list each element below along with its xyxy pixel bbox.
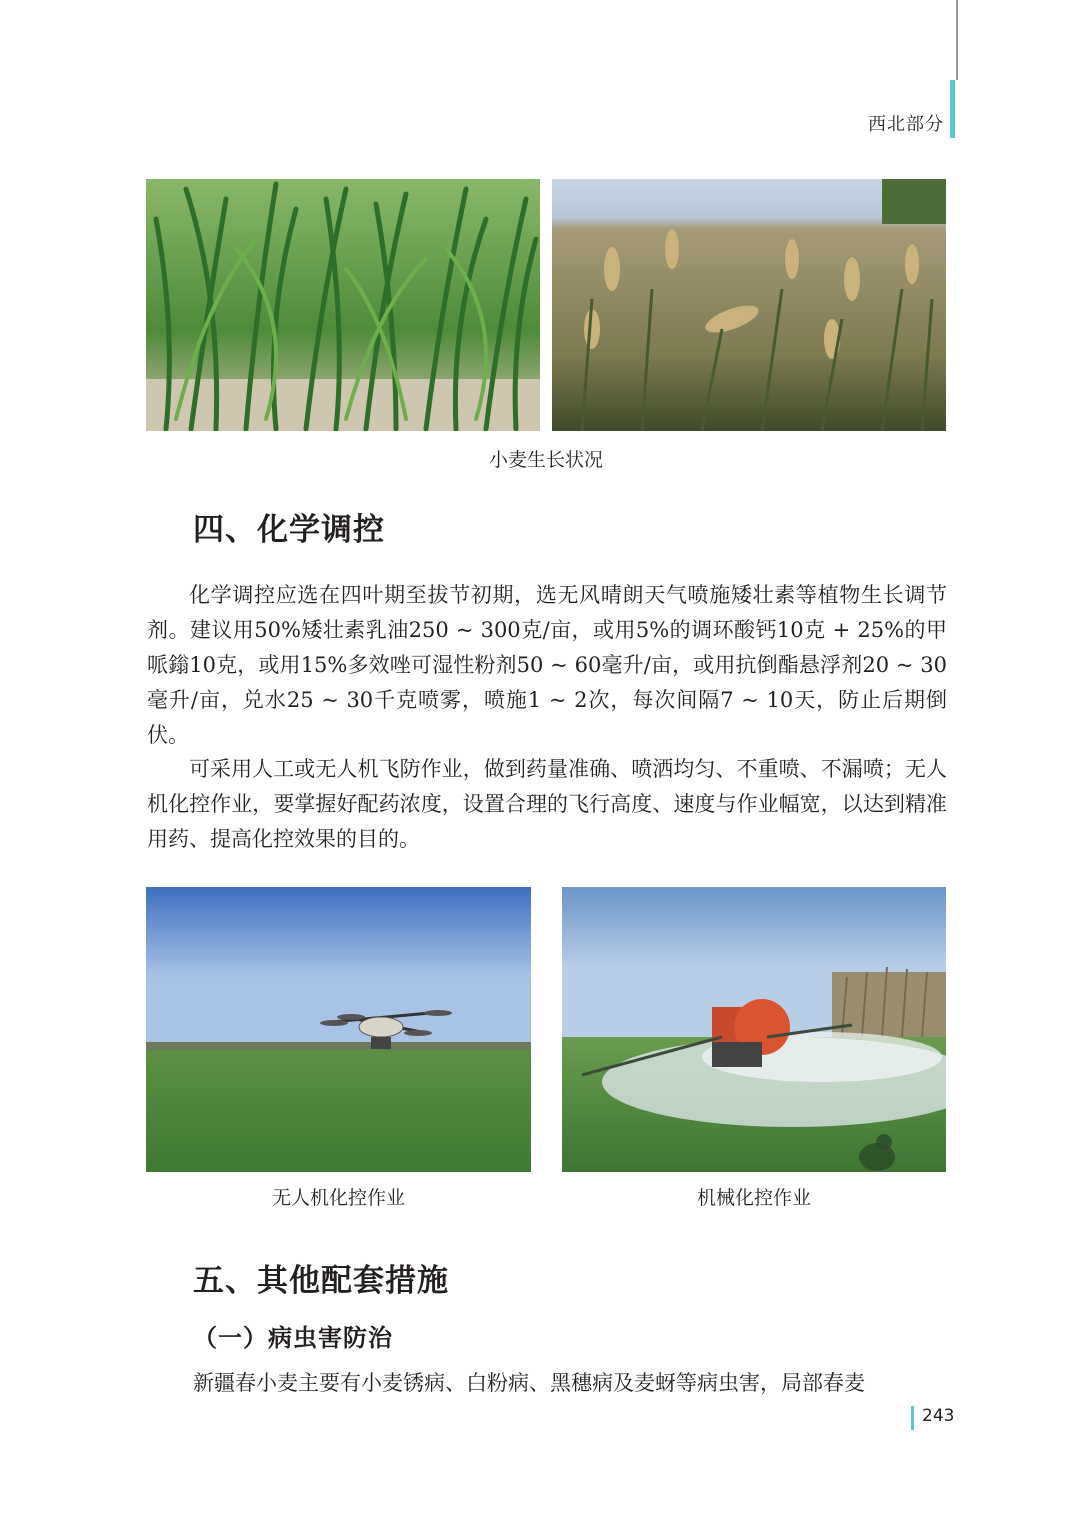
paragraph-chemical-regulation-2: 可采用人工或无人机飞防作业，做到药量准确、喷洒均匀、不重喷、不漏喷；无人机化控作业，要掌握好配药浓度，设置合理的飞行高度、速度与作业幅宽，以达到精准用药、提高化控效果的目的。: [147, 757, 947, 851]
photo-machine-spraying: [562, 887, 946, 1172]
photo-wheat-seedlings: [146, 179, 540, 431]
paragraph-pest-control: 新疆春小麦主要有小麦锈病、白粉病、黑穗病及麦蚜等病虫害，局部春麦: [193, 1371, 865, 1395]
header-rule: [956, 0, 958, 80]
header-accent-bar: [950, 80, 955, 138]
section-heading-chemical-regulation: 四、化学调控: [193, 512, 385, 548]
figure-caption-wheat-growth: 小麦生长状况: [488, 449, 603, 471]
figure-caption-machine: 机械化控作业: [696, 1187, 811, 1209]
section-label: 西北部分: [868, 114, 944, 135]
page-number-accent-bar: [911, 1406, 914, 1430]
section-heading-other-measures: 五、其他配套措施: [193, 1263, 449, 1299]
photo-drone-spraying: [146, 887, 531, 1172]
figure-caption-drone: 无人机化控作业: [271, 1187, 405, 1209]
page-number: 243: [922, 1406, 955, 1426]
photo-wheat-heads: [552, 179, 946, 431]
sub-heading-pest-control: （一）病虫害防治: [193, 1324, 393, 1352]
paragraph-chemical-regulation-1: 化学调控应选在四叶期至拔节初期，选无风晴朗天气喷施矮壮素等植物生长调节剂。建议用50%矮壮素乳油250 ~ 300克/亩，或用5%的调环酸钙10克 + 25%的甲哌鎓10克，或用15%多效唑可湿性粉剂50 ~ 60毫升/亩，或用抗倒酯悬浮剂20 ~ 30毫升/亩，兑水25 ~ 30千克喷雾，喷施1 ~ 2次，每次间隔7 ~ 10天，防止后期倒伏。: [147, 583, 947, 747]
